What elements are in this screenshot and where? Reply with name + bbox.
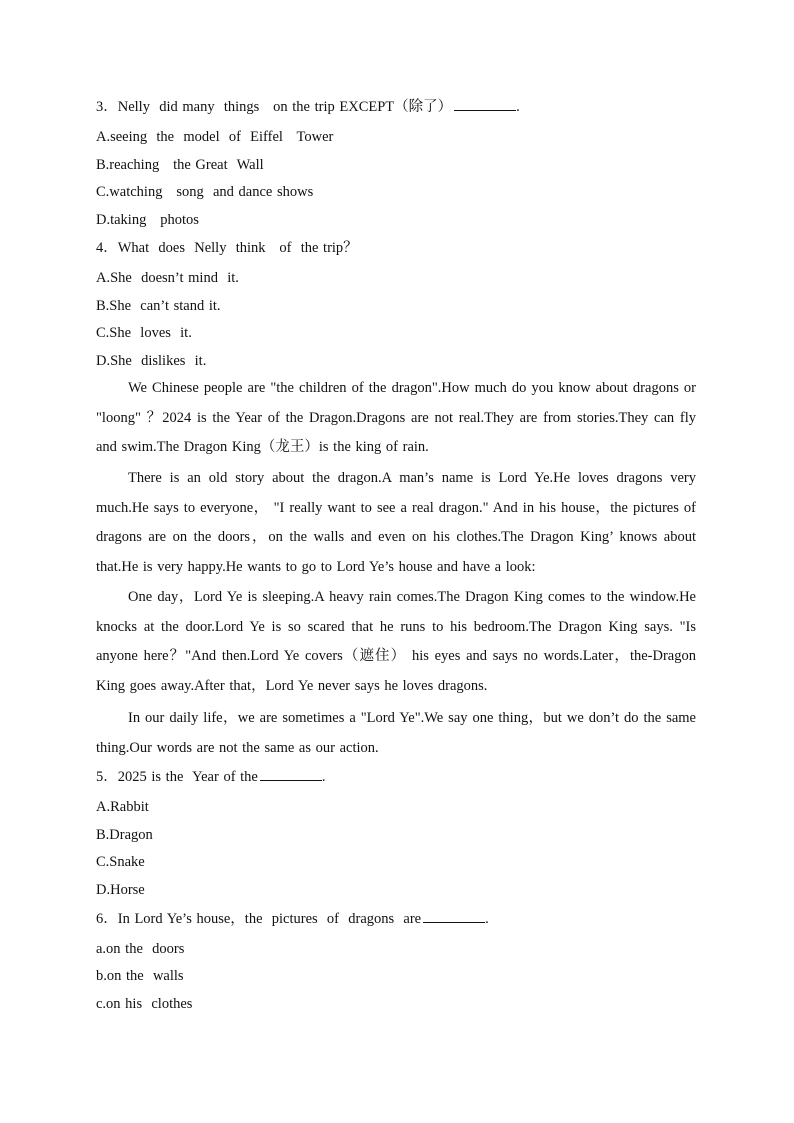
question-4-stem: 4．What does Nelly think of the trip？ <box>96 240 358 256</box>
question-6-text: 6．In Lord Ye’s house，the pictures of dragons are <box>96 911 422 927</box>
question-4-option-a: A.She doesn’t mind it. <box>96 270 239 286</box>
question-4-option-b: B.She can’t stand it. <box>96 298 221 314</box>
question-6-option-b: b.on the walls <box>96 968 184 984</box>
question-3-option-c: C.watching song and dance shows <box>96 184 314 200</box>
passage-paragraph-3: One day，Lord Ye is sleeping.A heavy rain comes.The Dragon King comes to the window.He knocks at the door.Lord Ye is so scared that he runs to his bedroom.The Dragon King says. "Is anyone here？"And then.Lord Ye covers（遮住） his eyes and says no words.Later，the-Dragon King goes away.After that，Lord Ye never says he loves dragons. <box>96 589 696 694</box>
question-5-option-c: C.Snake <box>96 854 145 870</box>
question-6-option-a: a.on the doors <box>96 941 185 957</box>
question-6-stem <box>96 910 489 928</box>
question-6-tail: . <box>485 911 489 927</box>
question-3-tail: . <box>516 99 520 115</box>
question-4-option-c: C.She loves it. <box>96 325 192 341</box>
answer-blank <box>454 98 516 111</box>
answer-blank <box>260 768 322 781</box>
question-5-option-b: B.Dragon <box>96 827 153 843</box>
question-5-option-d: D.Horse <box>96 882 145 898</box>
question-3-text: 3．Nelly did many things on the trip EXCEPT（除了） <box>96 99 453 115</box>
passage-paragraph-1: We Chinese people are "the children of the dragon".How much do you know about dragons or "loong" ？2024 is the Year of the Dragon.Dragons are not real.They are from stories.They can fly and swim.The Dragon King（龙王）is the king of rain. <box>96 380 696 455</box>
question-3-option-b: B.reaching the Great Wall <box>96 157 264 173</box>
question-3-stem <box>96 98 520 116</box>
question-3-option-a: A.seeing the model of Eiffel Tower <box>96 129 334 145</box>
question-5-tail: . <box>321 769 326 785</box>
question-4-option-d: D.She dislikes it. <box>96 353 207 369</box>
question-3-option-d: D.taking photos <box>96 212 199 228</box>
question-5-text: 5．2025 is the Year of the <box>96 769 258 785</box>
answer-blank <box>423 910 485 923</box>
passage-paragraph-2: There is an old story about the dragon.A man’s name is Lord Ye.He loves dragons very much.He says to everyone， "I really want to see a real dragon." And in his house，the pictures of dragons are on the doors，on the walls and even on his clothes.The Dragon King’ knows about that.He is very happy.He wants to go to Lord Ye’s house and have a look: <box>96 470 696 575</box>
question-5-option-a: A.Rabbit <box>96 799 149 815</box>
question-5-stem <box>96 768 326 786</box>
question-6-option-c: c.on his clothes <box>96 996 193 1012</box>
passage-paragraph-4: In our daily life，we are sometimes a "Lord Ye".We say one thing，but we don’t do the same thing.Our words are not the same as our action. <box>96 710 696 756</box>
